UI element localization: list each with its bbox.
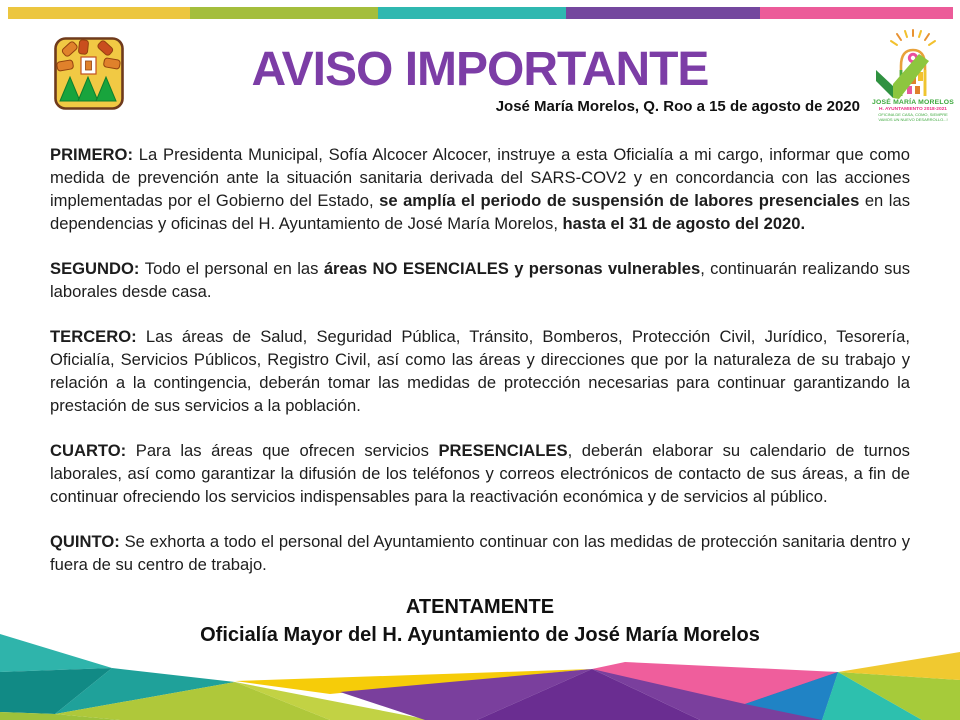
announcement-body	[50, 143, 910, 598]
right-logo-name: JOSÉ MARÍA MORELOS	[872, 99, 954, 106]
closing-atentamente: ATENTAMENTE	[405, 596, 555, 618]
right-logo-slogan-1: OFICINA DE CASA, COMO, SIEMPRE	[878, 112, 948, 117]
bar-segment-purple	[566, 7, 760, 19]
closing-oficialia: Oficialía Mayor del H. Ayuntamiento de José María Morelos	[200, 624, 760, 646]
paragraph-quinto: QUINTO: Se exhorta a todo el personal del Ayuntamiento continuar con las medidas de protección sanitaria dentro y fuera de su centro de trabajo.	[50, 532, 910, 574]
paragraph-segundo: SEGUNDO: Todo el personal en las áreas NO ESENCIALES y personas vulnerables, continuarán realizando sus laborales desde casa.	[50, 259, 910, 301]
paragraph-tercero: TERCERO: Las áreas de Salud, Seguridad Pública, Tránsito, Bomberos, Protección Civil, Jurídico, Tesorería, Oficialía, Servicios Públicos, Registro Civil, así como las áreas y direcciones que por la naturaleza de su trabajo y relación a la contingencia, deberán tomar las medidas de protección necesarias para continuar garantizando la prestación de sus servicios a la población.	[50, 327, 911, 415]
paragraph-cuarto: CUARTO: Para las áreas que ofrecen servicios PRESENCIALES, deberán elaborar su calendario de turnos laborales, así como garantizar la difusión de los teléfonos y correos electrónicos de contacto de sus áreas, a fin de continuar ofreciendo los servicios indispensables para la reactivación económica y de servicios al público.	[50, 441, 910, 506]
bar-segment-pink	[760, 7, 953, 19]
footer-tri-teal-light	[0, 634, 112, 672]
bar-segment-yellow	[8, 7, 190, 19]
paragraph-primero: PRIMERO: La Presidenta Municipal, Sofía Alcocer Alcocer, instruye a esta Oficialía a mi cargo, informar que como medida de prevención ante la situación sanitaria derivada del SARS-COV2 y en concordancia con las acciones implementadas por el Gobierno del Estado, se amplía el periodo de suspensión de labores presenciales en las dependencias y oficinas del H. Ayuntamiento de José María Morelos, hasta el 31 de agosto del 2020.	[50, 145, 910, 233]
footer-polygon-art	[0, 630, 960, 720]
date-line: José María Morelos, Q. Roo a 15 de agosto de 2020	[495, 98, 860, 115]
bar-segment-teal	[378, 7, 566, 19]
bar-segment-green	[190, 7, 378, 19]
right-logo-subtitle: H. AYUNTAMIENTO 2018-2021	[879, 107, 947, 112]
page-title: AVISO IMPORTANTE	[251, 43, 709, 96]
header-color-bar	[0, 0, 960, 22]
right-logo-slogan-2: VAMOS UN NUEVO DESARROLLO...!	[878, 117, 948, 122]
